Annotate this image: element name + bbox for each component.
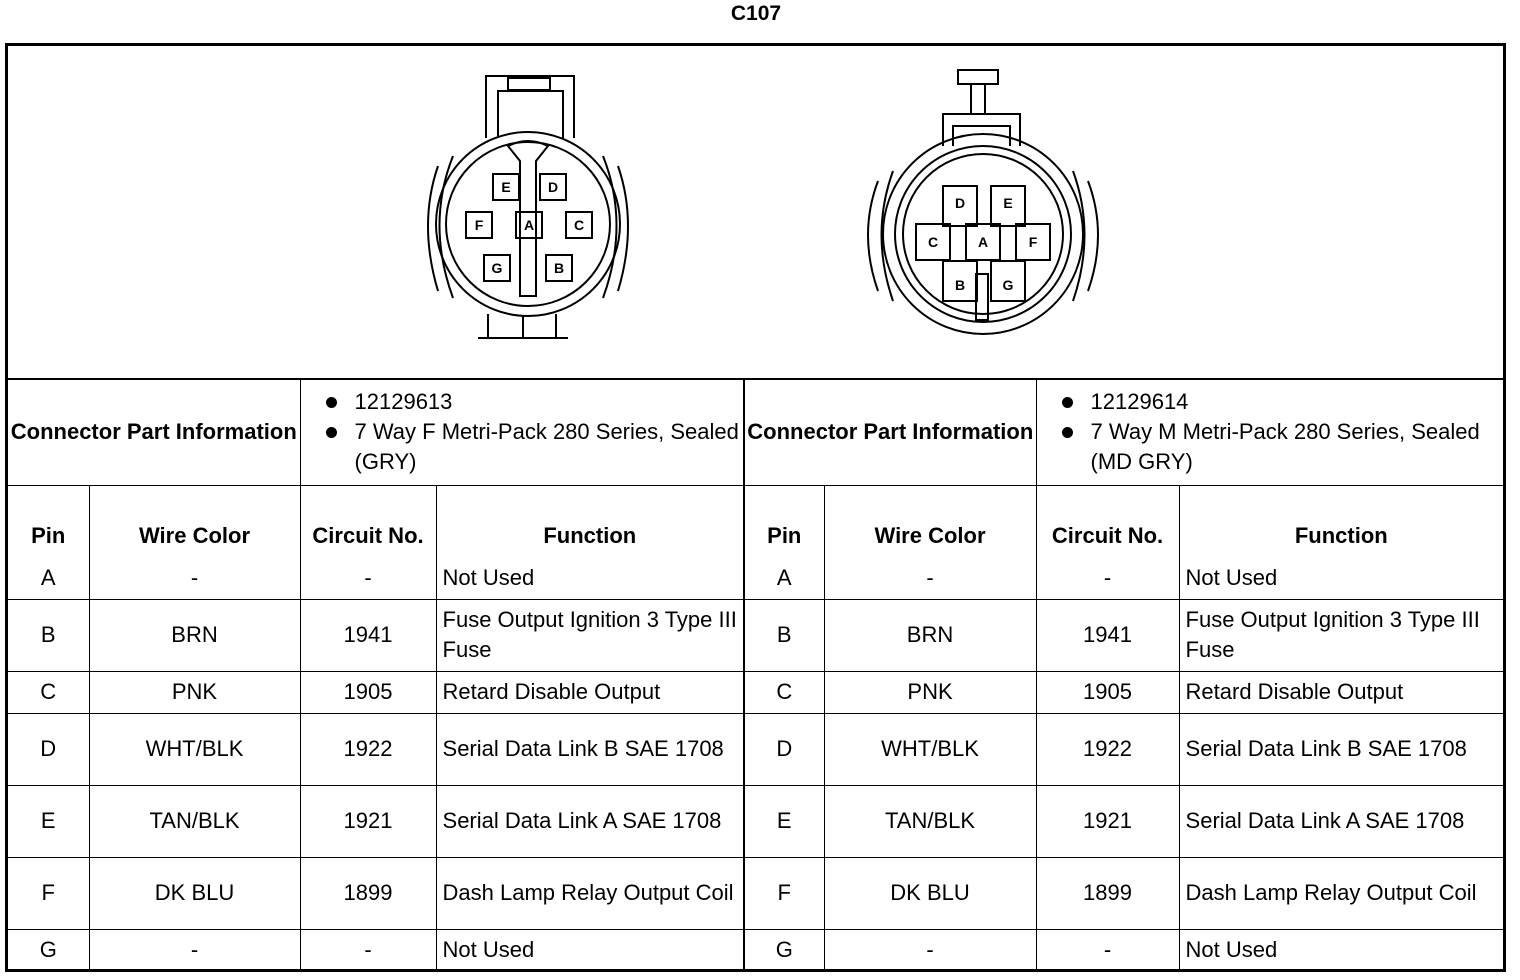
pin-cell: E (8, 785, 89, 857)
wire-color-cell: DK BLU (824, 857, 1036, 929)
header-wire-color: Wire Color (89, 485, 300, 557)
part-description-right: 7 Way M Metri-Pack 280 Series, Sealed (MD GRY) (1057, 417, 1504, 477)
pin-cell: F (8, 857, 89, 929)
male-pin-label: B (954, 277, 966, 293)
function-cell: Serial Data Link A SAE 1708 (436, 785, 744, 857)
header-function: Function (1179, 485, 1503, 557)
male-pin-label: D (954, 195, 966, 211)
male-connector-face (868, 70, 1098, 334)
function-cell: Not Used (436, 557, 744, 599)
pin-rows (8, 557, 1503, 971)
table-row (8, 599, 1503, 671)
part-info-right (1036, 380, 1503, 485)
circuit-no-cell: - (1036, 929, 1179, 971)
function-cell: Serial Data Link A SAE 1708 (1179, 785, 1503, 857)
circuit-no-cell: - (300, 557, 436, 599)
pin-cell: B (8, 599, 89, 671)
function-cell: Serial Data Link B SAE 1708 (1179, 713, 1503, 785)
header-circuit-no: Circuit No. (1036, 485, 1179, 557)
wire-color-cell: - (89, 929, 300, 971)
male-pin-label: A (977, 234, 989, 250)
circuit-no-cell: 1899 (1036, 857, 1179, 929)
pin-cell: B (744, 599, 824, 671)
function-cell: Not Used (1179, 929, 1503, 971)
table-row (8, 929, 1503, 971)
wire-color-cell: PNK (89, 671, 300, 713)
pin-cell: D (744, 713, 824, 785)
pin-cell: G (744, 929, 824, 971)
pin-cell: C (744, 671, 824, 713)
male-pin-label: C (927, 234, 939, 250)
function-cell: Fuse Output Ignition 3 Type III Fuse (436, 599, 744, 671)
female-pin-label: B (553, 260, 565, 276)
header-pin: Pin (744, 485, 824, 557)
female-pin-label: C (573, 217, 585, 233)
connector-face-views (8, 46, 1503, 380)
pin-cell: A (744, 557, 824, 599)
connector-title: C107 (730, 2, 782, 25)
wire-color-cell: WHT/BLK (89, 713, 300, 785)
circuit-no-cell: 1941 (1036, 599, 1179, 671)
table-row (8, 671, 1503, 713)
circuit-no-cell: - (1036, 557, 1179, 599)
female-pin-label: A (523, 217, 535, 233)
function-cell: Retard Disable Output (436, 671, 744, 713)
wire-color-cell: TAN/BLK (89, 785, 300, 857)
circuit-no-cell: 1905 (300, 671, 436, 713)
header-pin: Pin (8, 485, 89, 557)
wire-color-cell: - (824, 929, 1036, 971)
circuit-no-cell: 1921 (300, 785, 436, 857)
wire-color-cell: BRN (824, 599, 1036, 671)
female-pin-label: F (474, 217, 484, 233)
circuit-no-cell: 1921 (1036, 785, 1179, 857)
function-cell: Dash Lamp Relay Output Coil (1179, 857, 1503, 929)
part-number-left: 12129613 (321, 387, 744, 417)
circuit-no-cell: 1941 (300, 599, 436, 671)
connector-frame (5, 43, 1506, 972)
wire-color-cell: WHT/BLK (824, 713, 1036, 785)
wire-color-cell: TAN/BLK (824, 785, 1036, 857)
table-row (8, 713, 1503, 785)
male-pin-label: E (1003, 195, 1013, 211)
header-circuit-no: Circuit No. (300, 485, 436, 557)
circuit-no-cell: - (300, 929, 436, 971)
wire-color-cell: PNK (824, 671, 1036, 713)
female-connector-face (428, 76, 628, 338)
female-pin-label: D (547, 179, 559, 195)
connector-part-label-left: Connector Part Information (8, 380, 300, 485)
female-pin-label: G (491, 260, 503, 276)
circuit-no-cell: 1905 (1036, 671, 1179, 713)
pin-cell: A (8, 557, 89, 599)
function-cell: Serial Data Link B SAE 1708 (436, 713, 744, 785)
circuit-no-cell: 1922 (1036, 713, 1179, 785)
part-number-right: 12129614 (1057, 387, 1504, 417)
function-cell: Fuse Output Ignition 3 Type III Fuse (1179, 599, 1503, 671)
pinout-table (8, 380, 1503, 971)
wire-color-cell: BRN (89, 599, 300, 671)
pin-cell: G (8, 929, 89, 971)
pin-cell: E (744, 785, 824, 857)
function-cell: Dash Lamp Relay Output Coil (436, 857, 744, 929)
function-cell: Not Used (436, 929, 744, 971)
female-pin-label: E (501, 179, 511, 195)
pin-cell: F (744, 857, 824, 929)
connector-face-drawings (8, 46, 1503, 378)
circuit-no-cell: 1922 (300, 713, 436, 785)
part-info-left (300, 380, 744, 485)
wire-color-cell: DK BLU (89, 857, 300, 929)
pin-cell: D (8, 713, 89, 785)
wire-color-cell: - (89, 557, 300, 599)
pin-cell: C (8, 671, 89, 713)
header-wire-color: Wire Color (824, 485, 1036, 557)
table-row (8, 557, 1503, 599)
connector-part-label-right: Connector Part Information (744, 380, 1036, 485)
function-cell: Retard Disable Output (1179, 671, 1503, 713)
header-function: Function (436, 485, 744, 557)
table-row (8, 857, 1503, 929)
table-row (8, 785, 1503, 857)
male-pin-label: F (1028, 234, 1038, 250)
wire-color-cell: - (824, 557, 1036, 599)
part-description-left: 7 Way F Metri-Pack 280 Series, Sealed (GRY) (321, 417, 744, 477)
table-header-row (8, 485, 1503, 557)
circuit-no-cell: 1899 (300, 857, 436, 929)
male-pin-label: G (1002, 277, 1014, 293)
function-cell: Not Used (1179, 557, 1503, 599)
connector-part-row (8, 380, 1503, 485)
